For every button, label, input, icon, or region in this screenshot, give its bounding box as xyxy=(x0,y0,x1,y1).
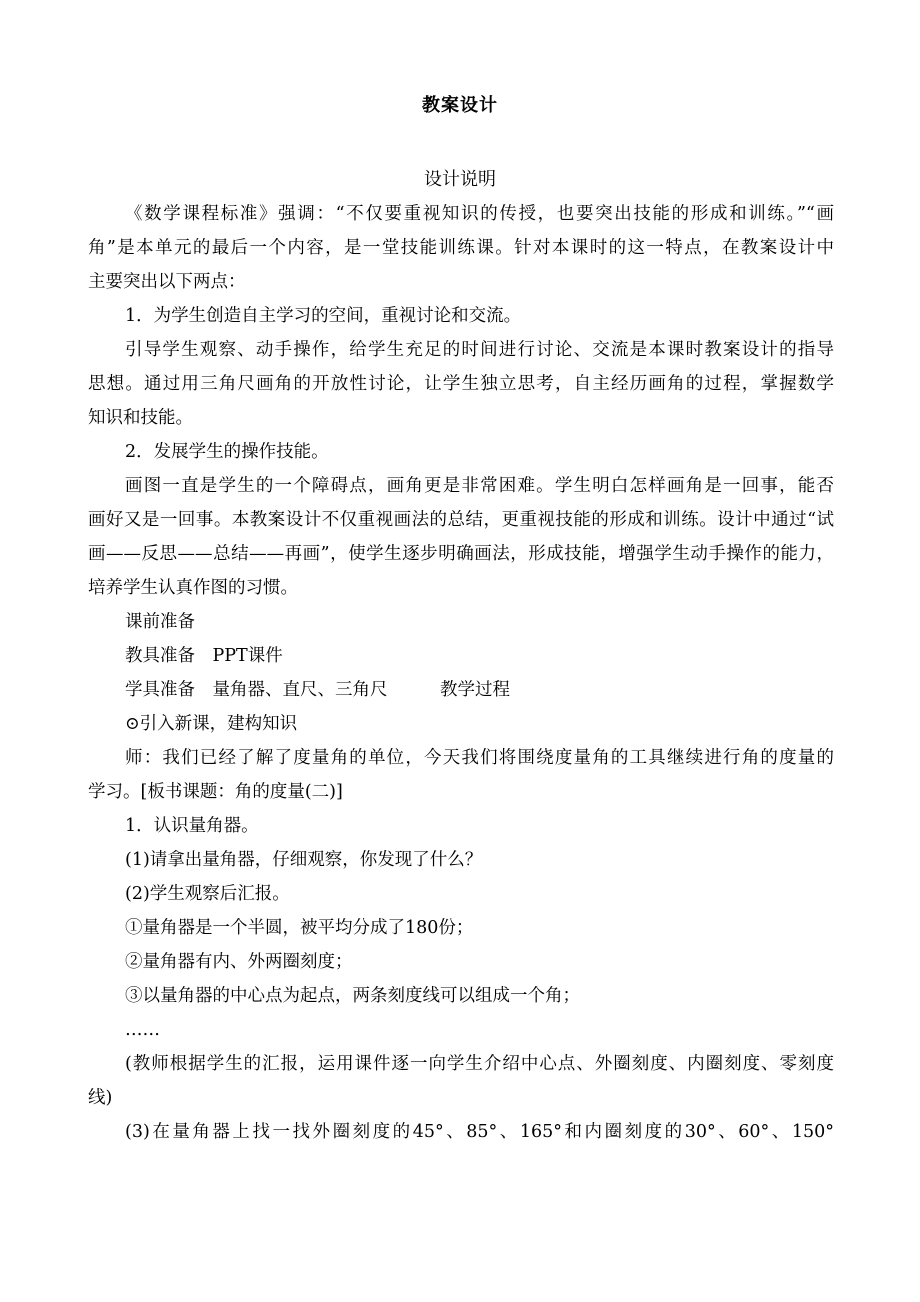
section-subtitle: 设计说明 xyxy=(424,169,496,190)
text-line: ①量角器是一个半圆，被平均分成了180份； xyxy=(125,918,474,938)
text-line: (2)学生观察后汇报。 xyxy=(125,884,290,904)
text-line: 角”是本单元的最后一个内容，是一堂技能训练课。针对本课时的这一特点，在教案设计中 xyxy=(88,238,834,258)
text-line: 线) xyxy=(88,1088,113,1108)
text-line: 1．为学生创造自主学习的空间，重视讨论和交流。 xyxy=(125,306,522,326)
text-line: ③以量角器的中心点为起点，两条刻度线可以组成一个角； xyxy=(125,986,580,1006)
document-body xyxy=(88,197,834,1149)
text-line: 课前准备 xyxy=(125,612,195,632)
text-line: 画图一直是学生的一个障碍点，画角更是非常困难。学生明白怎样画角是一回事，能否 xyxy=(125,476,834,496)
text-line: ⊙引入新课，建构知识 xyxy=(125,714,298,734)
text-line: (3)在量角器上找一找外圈刻度的45°、85°、165°和内圈刻度的30°、60°、150° xyxy=(125,1122,834,1142)
text-line: 画——反思——总结——再画”，使学生逐步明确画法，形成技能，增强学生动手操作的能力， xyxy=(88,544,834,564)
text-line: 主要突出以下两点： xyxy=(88,272,246,292)
text-line: 引导学生观察、动手操作，给学生充足的时间进行讨论、交流是本课时教案设计的指导 xyxy=(125,340,834,360)
document-title: 教案设计 xyxy=(422,95,498,116)
text-line: 1．认识量角器。 xyxy=(125,816,259,836)
text-line: 《数学课程标准》强调：“不仅要重视知识的传授，也要突出技能的形成和训练。”“画 xyxy=(125,204,834,224)
text-line: 教具准备 PPT课件 xyxy=(125,646,283,666)
text-line: 学具准备 量角器、直尺、三角尺 教学过程 xyxy=(125,680,510,700)
text-line: (教师根据学生的汇报，运用课件逐一向学生介绍中心点、外圈刻度、内圈刻度、零刻度 xyxy=(125,1054,834,1074)
text-line: 师：我们已经了解了度量角的单位，今天我们将围绕度量角的工具继续进行角的度量的 xyxy=(125,748,834,768)
text-line: 思想。通过用三角尺画角的开放性讨论，让学生独立思考，自主经历画角的过程，掌握数学 xyxy=(88,374,834,394)
text-line: 学习。[板书课题：角的度量(二)] xyxy=(88,782,343,802)
text-line: 知识和技能。 xyxy=(88,408,193,428)
text-line: 画好又是一回事。本教案设计不仅重视画法的总结，更重视技能的形成和训练。设计中通过“试 xyxy=(88,510,834,530)
text-line: …… xyxy=(125,1020,160,1040)
text-line: 培养学生认真作图的习惯。 xyxy=(88,578,298,598)
text-line: ②量角器有内、外两圈刻度； xyxy=(125,952,353,972)
text-line: (1)请拿出量角器，仔细观察，你发现了什么？ xyxy=(125,850,483,870)
text-line: 2．发展学生的操作技能。 xyxy=(125,442,329,462)
